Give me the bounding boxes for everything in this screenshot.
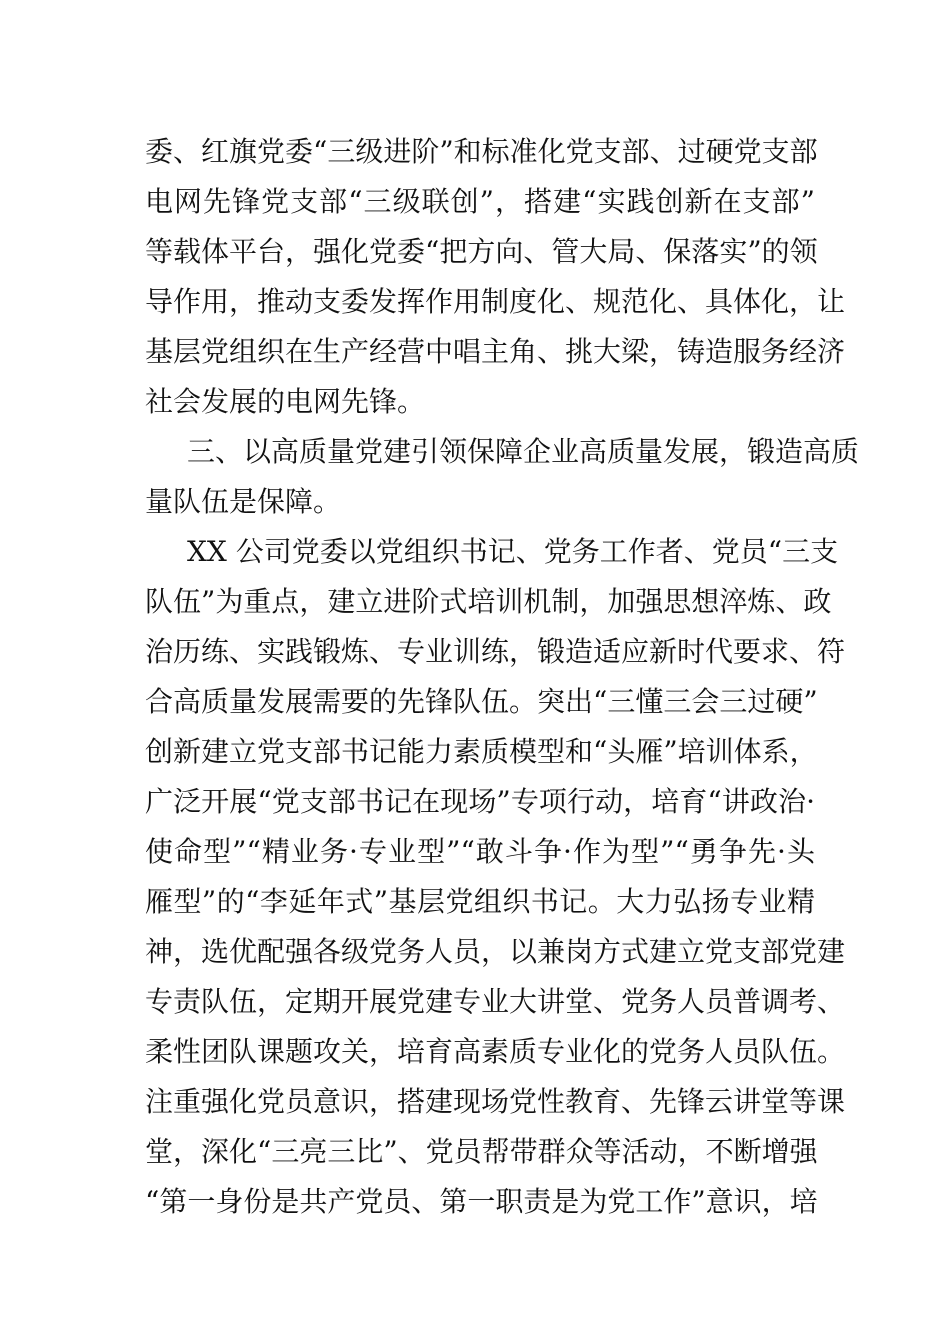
text-line: XX 公司党委以党组织书记、党务工作者、党员“三支: [187, 535, 839, 568]
text-line: 专责队伍，定期开展党建专业大讲堂、党务人员普调考、: [145, 985, 846, 1018]
text-line: 广泛开展“党支部书记在现场”专项行动，培育“讲政治·: [145, 785, 815, 818]
text-line: 柔性团队课题攻关，培育高素质专业化的党务人员队伍。: [145, 1035, 846, 1068]
section-heading-line: 量队伍是保障。: [145, 485, 342, 518]
text-line: 电网先锋党支部“三级联创”，搭建“实践创新在支部”: [145, 185, 815, 218]
text-line: 雁型”的“李延年式”基层党组织书记。大力弘扬专业精: [145, 885, 815, 918]
text-line: 社会发展的电网先锋。: [145, 385, 426, 418]
text-line: 治历练、实践锻炼、专业训练，锻造适应新时代要求、符: [145, 635, 846, 668]
text-line: 使命型”“精业务·专业型”“敢斗争·作为型”“勇争先·头: [145, 835, 815, 868]
text-line: 创新建立党支部书记能力素质模型和“头雁”培训体系，: [145, 735, 818, 768]
text-line: 堂，深化“三亮三比”、党员帮带群众等活动，不断增强: [145, 1135, 818, 1168]
section-heading-line: 三、以高质量党建引领保障企业高质量发展，锻造高质: [187, 435, 860, 468]
text-line: 神，选优配强各级党务人员，以兼岗方式建立党支部党建: [145, 935, 846, 968]
text-line: 队伍”为重点，建立进阶式培训机制，加强思想淬炼、政: [145, 585, 832, 618]
text-line: 注重强化党员意识，搭建现场党性教育、先锋云讲堂等课: [145, 1085, 846, 1118]
text-line: 委、红旗党委“三级进阶”和标准化党支部、过硬党支部: [145, 135, 818, 168]
text-line: 导作用，推动支委发挥作用制度化、规范化、具体化，让: [145, 285, 846, 318]
text-line: “第一身份是共产党员、第一职责是为党工作”意识，培: [145, 1185, 818, 1218]
text-line: 合高质量发展需要的先锋队伍。突出“三懂三会三过硬”: [145, 685, 818, 718]
text-line: 基层党组织在生产经营中唱主角、挑大梁，铸造服务经济: [145, 335, 846, 368]
text-line: 等载体平台，强化党委“把方向、管大局、保落实”的领: [145, 235, 818, 268]
